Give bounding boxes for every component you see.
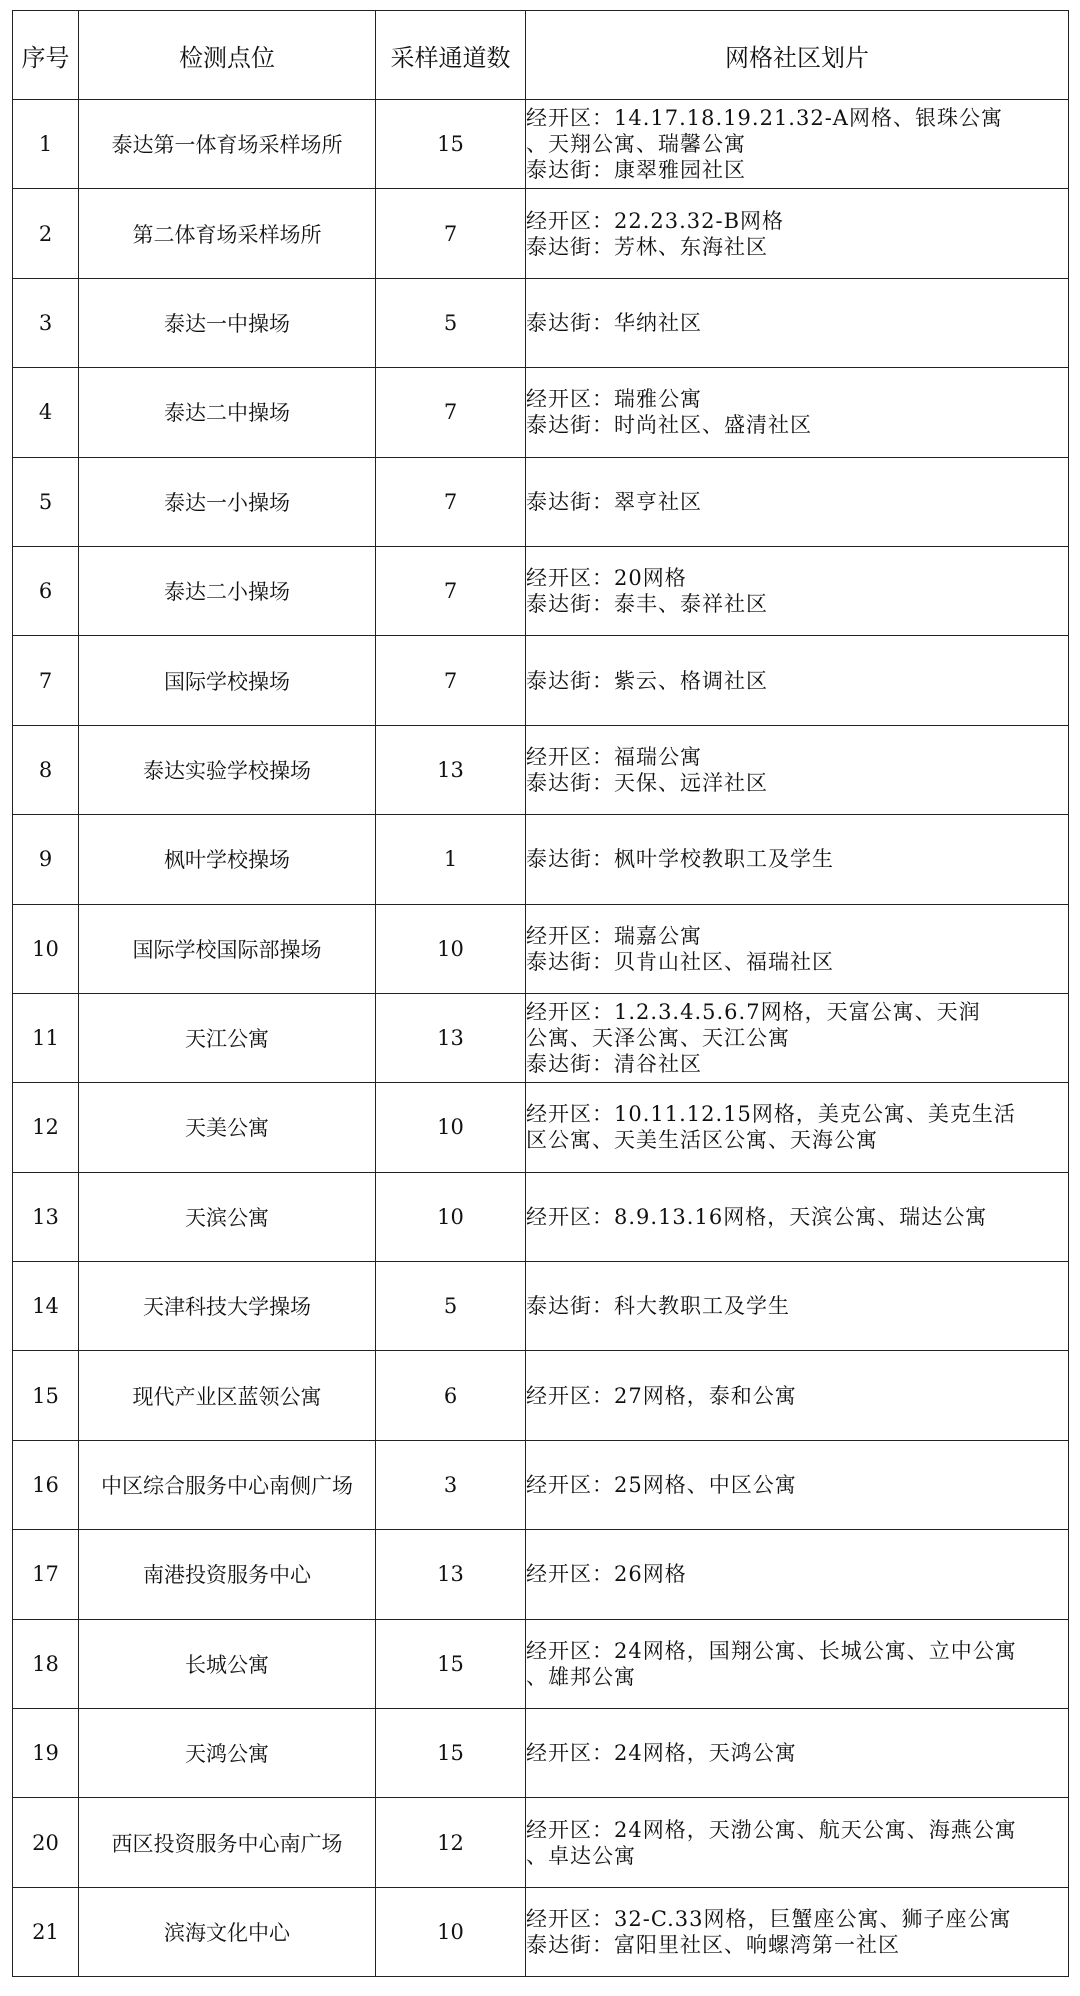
table-row (13, 1440, 1069, 1529)
zone-text-line: 经开区：24网格，天渤公寓、航天公寓、海燕公寓 (526, 1817, 1017, 1842)
cell-serial-number: 11 (13, 993, 79, 1082)
table-row (13, 100, 1069, 189)
cell-serial-number: 17 (13, 1530, 79, 1619)
cell-grid-community-zone (526, 100, 1069, 189)
cell-test-site: 天滨公寓 (79, 1172, 376, 1261)
cell-channel-count: 3 (376, 1440, 526, 1529)
cell-serial-number: 3 (13, 278, 79, 367)
sampling-sites-table (12, 10, 1069, 1977)
cell-channel-count: 15 (376, 1709, 526, 1798)
zone-text-line: 公寓、天泽公寓、天江公寓 (526, 1026, 790, 1051)
cell-serial-number: 8 (13, 725, 79, 814)
cell-serial-number: 19 (13, 1709, 79, 1798)
cell-test-site: 中区综合服务中心南侧广场 (79, 1440, 376, 1529)
cell-test-site: 泰达一小操场 (79, 457, 376, 546)
cell-test-site: 天津科技大学操场 (79, 1262, 376, 1351)
cell-serial-number: 18 (13, 1619, 79, 1708)
table-row (13, 1887, 1069, 1976)
cell-serial-number: 13 (13, 1172, 79, 1261)
cell-channel-count: 13 (376, 1530, 526, 1619)
cell-channel-count: 5 (376, 278, 526, 367)
cell-channel-count: 15 (376, 100, 526, 189)
zone-text-line: 经开区：8.9.13.16网格，天滨公寓、瑞达公寓 (526, 1204, 988, 1229)
zone-text-line: 泰达街：科大教职工及学生 (526, 1294, 790, 1319)
cell-grid-community-zone (526, 1887, 1069, 1976)
cell-test-site: 泰达实验学校操场 (79, 725, 376, 814)
cell-grid-community-zone (526, 1709, 1069, 1798)
header-test-site: 检测点位 (79, 11, 376, 100)
zone-text-line: 泰达街：康翠雅园社区 (526, 158, 746, 183)
zone-text-line: 泰达街：富阳里社区、响螺湾第一社区 (526, 1933, 900, 1957)
zone-text-line: 、雄邦公寓 (526, 1664, 636, 1689)
zone-text-line: 泰达街：清谷社区 (526, 1052, 702, 1077)
table-row (13, 1798, 1069, 1887)
zone-text-line: 泰达街：贝肯山社区、福瑞社区 (526, 949, 834, 974)
zone-text-line: 泰达街：泰丰、泰祥社区 (526, 592, 768, 617)
table-row (13, 1709, 1069, 1798)
zone-text-line: 经开区：24网格，天鸿公寓 (526, 1741, 797, 1766)
cell-grid-community-zone (526, 457, 1069, 546)
zone-text-line: 经开区：1.2.3.4.5.6.7网格，天富公寓、天润 (526, 1000, 981, 1025)
zone-text-line: 泰达街：华纳社区 (526, 310, 702, 335)
zone-text-line: 经开区：20网格 (526, 566, 687, 591)
cell-serial-number: 2 (13, 189, 79, 278)
table-row (13, 725, 1069, 814)
cell-test-site: 西区投资服务中心南广场 (79, 1798, 376, 1887)
cell-grid-community-zone (526, 1083, 1069, 1172)
cell-test-site: 天江公寓 (79, 993, 376, 1082)
cell-serial-number: 20 (13, 1798, 79, 1887)
cell-test-site: 枫叶学校操场 (79, 815, 376, 904)
zone-text-line: 泰达街：翠亨社区 (526, 489, 702, 514)
zone-text-line: 经开区：25网格、中区公寓 (526, 1473, 797, 1498)
header-serial-number: 序号 (13, 11, 79, 100)
cell-channel-count: 7 (376, 546, 526, 635)
table-row (13, 546, 1069, 635)
cell-test-site: 泰达一中操场 (79, 278, 376, 367)
cell-test-site: 长城公寓 (79, 1619, 376, 1708)
cell-serial-number: 4 (13, 368, 79, 457)
zone-text-line: 经开区：瑞嘉公寓 (526, 923, 702, 948)
table-row (13, 189, 1069, 278)
zone-text-line: 、天翔公寓、瑞馨公寓 (526, 132, 746, 157)
cell-grid-community-zone (526, 1530, 1069, 1619)
cell-grid-community-zone (526, 189, 1069, 278)
cell-channel-count: 1 (376, 815, 526, 904)
table-row (13, 1262, 1069, 1351)
table-row (13, 1351, 1069, 1440)
table-row (13, 1083, 1069, 1172)
cell-channel-count: 7 (376, 189, 526, 278)
zone-text-line: 经开区：福瑞公寓 (526, 744, 702, 769)
table-row (13, 278, 1069, 367)
table-row (13, 368, 1069, 457)
zone-text-line: 经开区：24网格，国翔公寓、长城公寓、立中公寓 (526, 1638, 1017, 1663)
cell-test-site: 国际学校操场 (79, 636, 376, 725)
zone-text-line: 泰达街：紫云、格调社区 (526, 668, 768, 693)
cell-serial-number: 21 (13, 1887, 79, 1976)
header-row (13, 11, 1069, 100)
cell-grid-community-zone (526, 1172, 1069, 1261)
header-grid-community-zone: 网格社区划片 (526, 11, 1069, 100)
zone-text-line: 经开区：10.11.12.15网格，美克公寓、美克生活 (526, 1102, 1016, 1127)
cell-channel-count: 5 (376, 1262, 526, 1351)
cell-test-site: 第二体育场采样场所 (79, 189, 376, 278)
cell-test-site: 南港投资服务中心 (79, 1530, 376, 1619)
cell-serial-number: 16 (13, 1440, 79, 1529)
zone-text-line: 经开区：22.23.32-B网格 (526, 208, 785, 233)
table-row (13, 1530, 1069, 1619)
zone-text-line: 泰达街：时尚社区、盛清社区 (526, 413, 812, 438)
table-row (13, 457, 1069, 546)
cell-channel-count: 7 (376, 457, 526, 546)
cell-grid-community-zone (526, 904, 1069, 993)
cell-channel-count: 10 (376, 1083, 526, 1172)
cell-test-site: 泰达第一体育场采样场所 (79, 100, 376, 189)
cell-channel-count: 6 (376, 1351, 526, 1440)
cell-serial-number: 12 (13, 1083, 79, 1172)
cell-serial-number: 6 (13, 546, 79, 635)
cell-serial-number: 15 (13, 1351, 79, 1440)
cell-serial-number: 10 (13, 904, 79, 993)
cell-grid-community-zone (526, 546, 1069, 635)
cell-grid-community-zone (526, 1440, 1069, 1529)
cell-serial-number: 14 (13, 1262, 79, 1351)
zone-text-line: 区公寓、天美生活区公寓、天海公寓 (526, 1128, 878, 1153)
zone-text-line: 经开区：14.17.18.19.21.32-A网格、银珠公寓 (526, 106, 1003, 131)
cell-channel-count: 13 (376, 725, 526, 814)
zone-text-line: 经开区：27网格，泰和公寓 (526, 1383, 797, 1408)
cell-test-site: 现代产业区蓝领公寓 (79, 1351, 376, 1440)
cell-channel-count: 13 (376, 993, 526, 1082)
cell-grid-community-zone (526, 815, 1069, 904)
zone-text-line: 经开区：32-C.33网格，巨蟹座公寓、狮子座公寓 (526, 1907, 1012, 1931)
cell-grid-community-zone (526, 993, 1069, 1082)
cell-grid-community-zone (526, 636, 1069, 725)
cell-channel-count: 7 (376, 636, 526, 725)
cell-channel-count: 10 (376, 904, 526, 993)
zone-text-line: 经开区：26网格 (526, 1562, 687, 1587)
cell-test-site: 泰达二中操场 (79, 368, 376, 457)
table-row (13, 815, 1069, 904)
zone-text-line: 泰达街：天保、远洋社区 (526, 770, 768, 795)
cell-test-site: 滨海文化中心 (79, 1887, 376, 1976)
cell-test-site: 天美公寓 (79, 1083, 376, 1172)
table-row (13, 1619, 1069, 1708)
cell-serial-number: 1 (13, 100, 79, 189)
table-row (13, 1172, 1069, 1261)
cell-grid-community-zone (526, 1619, 1069, 1708)
zone-text-line: 、卓达公寓 (526, 1843, 636, 1868)
cell-channel-count: 15 (376, 1619, 526, 1708)
cell-grid-community-zone (526, 278, 1069, 367)
table-row (13, 904, 1069, 993)
table-row (13, 993, 1069, 1082)
cell-channel-count: 12 (376, 1798, 526, 1887)
zone-text-line: 泰达街：芳林、东海社区 (526, 234, 768, 259)
cell-grid-community-zone (526, 1798, 1069, 1887)
cell-test-site: 国际学校国际部操场 (79, 904, 376, 993)
cell-serial-number: 9 (13, 815, 79, 904)
cell-grid-community-zone (526, 1351, 1069, 1440)
cell-channel-count: 10 (376, 1172, 526, 1261)
cell-serial-number: 7 (13, 636, 79, 725)
zone-text-line: 泰达街：枫叶学校教职工及学生 (526, 847, 834, 872)
cell-test-site: 天鸿公寓 (79, 1709, 376, 1798)
cell-grid-community-zone (526, 1262, 1069, 1351)
table-body (13, 100, 1069, 1977)
zone-text-line: 经开区：瑞雅公寓 (526, 387, 702, 412)
cell-channel-count: 7 (376, 368, 526, 457)
cell-serial-number: 5 (13, 457, 79, 546)
cell-grid-community-zone (526, 368, 1069, 457)
cell-channel-count: 10 (376, 1887, 526, 1976)
cell-test-site: 泰达二小操场 (79, 546, 376, 635)
cell-grid-community-zone (526, 725, 1069, 814)
table-row (13, 636, 1069, 725)
header-channel-count: 采样通道数 (376, 11, 526, 100)
